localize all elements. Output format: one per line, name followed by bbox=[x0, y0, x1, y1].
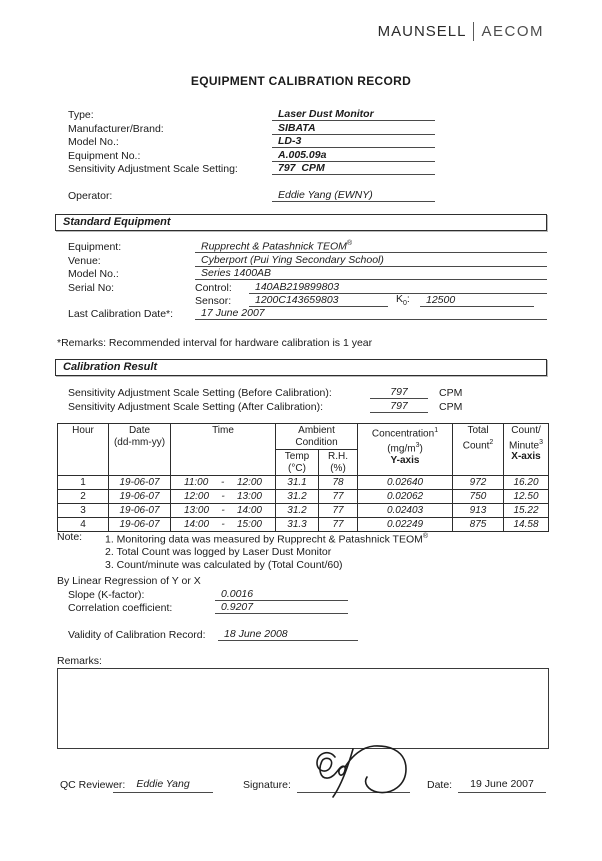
section-standard-equipment: Standard Equipment bbox=[55, 214, 547, 231]
cell-time: 14:00 - 15:00 bbox=[171, 518, 276, 532]
operator-row bbox=[68, 189, 547, 202]
slope-row bbox=[68, 588, 468, 601]
cell-temp: 31.3 bbox=[276, 518, 319, 532]
field-sensitivity-value: 797 CPM bbox=[272, 162, 435, 175]
std-model-row bbox=[68, 267, 547, 280]
slope-value: 0.0016 bbox=[215, 588, 348, 601]
std-serial-label: Serial No: bbox=[68, 281, 115, 294]
std-last-cal-row bbox=[68, 307, 547, 320]
col-header-hour: Hour bbox=[58, 424, 109, 476]
std-model-label: Model No.: bbox=[68, 268, 119, 281]
col-header-concentration: Concentration$^1$ $(mg/m^3)$ Y-axis bbox=[358, 424, 453, 476]
cell-hour: 2 bbox=[58, 490, 109, 504]
std-venue-row bbox=[68, 253, 547, 266]
field-manufacturer-value: SIBATA bbox=[272, 122, 435, 135]
field-manufacturer bbox=[68, 121, 547, 134]
operator-value: Eddie Yang (EWNY) bbox=[272, 189, 435, 202]
cell-count-minute: 16.20 bbox=[504, 476, 549, 490]
validity-value: 18 June 2008 bbox=[218, 628, 358, 641]
correlation-label: Correlation coefficient: bbox=[68, 602, 173, 615]
std-model-value: Series 1400AB bbox=[195, 267, 547, 280]
cell-count-minute: 14.58 bbox=[504, 518, 549, 532]
std-serial-sensor-row bbox=[68, 294, 547, 307]
col-header-temp: Temp (°C) bbox=[276, 450, 319, 476]
cell-rh: 77 bbox=[319, 490, 358, 504]
col-header-ambient: Ambient Condition bbox=[276, 424, 358, 450]
col-header-date: Date (dd-mm-yy) bbox=[109, 424, 171, 476]
cell-temp: 31.2 bbox=[276, 504, 319, 518]
std-sensor-label: Sensor: bbox=[195, 294, 232, 307]
field-sensitivity-label: Sensitivity Adjustment Scale Setting: bbox=[68, 162, 238, 175]
std-last-cal-value: 17 June 2007 bbox=[195, 307, 547, 320]
k0-label: $K_0$: bbox=[396, 292, 410, 307]
cell-time: 13:00 - 14:00 bbox=[171, 504, 276, 518]
std-equipment-row bbox=[68, 240, 547, 253]
cell-time: 11:00 - 12:00 bbox=[171, 476, 276, 490]
sens-after-value: 797 bbox=[370, 400, 428, 413]
standard-equipment-block bbox=[68, 240, 547, 320]
cell-concentration: 0.02249 bbox=[358, 518, 453, 532]
company-logo bbox=[378, 22, 544, 41]
note-line-1: 1. Monitoring data was measured by Rupprecht & Patashnick TEOM® bbox=[105, 533, 429, 546]
cell-hour: 4 bbox=[58, 518, 109, 532]
cell-rh: 78 bbox=[319, 476, 358, 490]
col-header-total-count: Total Count$^2$ bbox=[453, 424, 504, 476]
qc-reviewer-value: Eddie Yang bbox=[113, 778, 213, 793]
cell-temp: 31.1 bbox=[276, 476, 319, 490]
field-sensitivity bbox=[68, 162, 547, 175]
cell-time: 12:00 - 13:00 bbox=[171, 490, 276, 504]
page-title: EQUIPMENT CALIBRATION RECORD bbox=[190, 74, 412, 88]
field-type bbox=[68, 108, 547, 121]
col-header-count-minute: Count/ Minute$^3$ X-axis bbox=[504, 424, 549, 476]
regression-heading: By Linear Regression of Y or X bbox=[57, 575, 201, 587]
validity-label: Validity of Calibration Record: bbox=[68, 629, 206, 642]
cell-temp: 31.2 bbox=[276, 490, 319, 504]
device-info-block bbox=[68, 108, 547, 175]
std-venue-label: Venue: bbox=[68, 254, 101, 267]
signature-label: Signature: bbox=[243, 779, 291, 791]
sens-before-row bbox=[68, 386, 547, 399]
field-equipment-no bbox=[68, 148, 547, 161]
cell-date: 19-06-07 bbox=[109, 490, 171, 504]
sens-after-label: Sensitivity Adjustment Scale Setting (After Calibration): bbox=[68, 400, 324, 413]
section-calibration-result: Calibration Result bbox=[55, 359, 547, 376]
cell-concentration: 0.02640 bbox=[358, 476, 453, 490]
logo-maunsell: MAUNSELL bbox=[377, 23, 467, 40]
note-label: Note: bbox=[57, 531, 83, 543]
sensitivity-block bbox=[68, 386, 547, 413]
cell-total-count: 913 bbox=[453, 504, 504, 518]
table-row bbox=[58, 476, 549, 490]
field-equipment-no-value: A.005.09a bbox=[272, 149, 435, 162]
cell-hour: 3 bbox=[58, 504, 109, 518]
cell-date: 19-06-07 bbox=[109, 518, 171, 532]
cell-count-minute: 15.22 bbox=[504, 504, 549, 518]
date-label: Date: bbox=[427, 779, 453, 791]
remarks-label: Remarks: bbox=[57, 655, 102, 667]
cell-hour: 1 bbox=[58, 476, 109, 490]
hardware-cal-remark: *Remarks: Recommended interval for hardware calibration is 1 year bbox=[57, 337, 373, 349]
field-type-label: Type: bbox=[68, 109, 94, 122]
table-row bbox=[58, 504, 549, 518]
table-row bbox=[58, 518, 549, 532]
cell-date: 19-06-07 bbox=[109, 476, 171, 490]
cell-rh: 77 bbox=[319, 518, 358, 532]
note-lines bbox=[105, 531, 428, 572]
field-model-value: LD-3 bbox=[272, 135, 435, 148]
cell-concentration: 0.02062 bbox=[358, 490, 453, 504]
std-control-value: 140AB219899803 bbox=[249, 281, 547, 294]
field-manufacturer-label: Manufacturer/Brand: bbox=[68, 122, 164, 135]
validity-row bbox=[68, 628, 468, 641]
cell-concentration: 0.02403 bbox=[358, 504, 453, 518]
correlation-row bbox=[68, 601, 468, 614]
sens-after-unit: CPM bbox=[439, 400, 463, 413]
sens-before-value: 797 bbox=[370, 386, 428, 399]
cell-total-count: 972 bbox=[453, 476, 504, 490]
cell-total-count: 750 bbox=[453, 490, 504, 504]
qc-reviewer-label: QC Reviewer: bbox=[60, 779, 126, 791]
table-row bbox=[58, 490, 549, 504]
remarks-box bbox=[57, 668, 549, 749]
signature-handwriting bbox=[300, 740, 420, 802]
logo-divider bbox=[473, 22, 474, 41]
cell-total-count: 875 bbox=[453, 518, 504, 532]
sens-after-row bbox=[68, 399, 547, 412]
cell-date: 19-06-07 bbox=[109, 504, 171, 518]
slope-label: Slope (K-factor): bbox=[68, 589, 145, 602]
registered-mark: ® bbox=[346, 239, 353, 247]
std-control-label: Control: bbox=[195, 281, 232, 294]
correlation-value: 0.9207 bbox=[215, 601, 348, 614]
std-sensor-value: 1200C143659803 bbox=[249, 294, 388, 307]
calibration-data-table bbox=[57, 423, 549, 532]
note-line-3: 3. Count/minute was calculated by (Total Count/60) bbox=[105, 559, 343, 572]
operator-label: Operator: bbox=[68, 190, 113, 203]
std-serial-control-row bbox=[68, 280, 547, 293]
field-model-label: Model No.: bbox=[68, 136, 119, 149]
field-equipment-no-label: Equipment No.: bbox=[68, 149, 141, 162]
notes-block bbox=[57, 531, 428, 572]
sens-before-label: Sensitivity Adjustment Scale Setting (Before Calibration): bbox=[68, 387, 332, 400]
col-header-rh: R.H. (%) bbox=[319, 450, 358, 476]
std-venue-value: Cyberport (Pui Ying Secondary School) bbox=[195, 254, 547, 267]
note-line-2: 2. Total Count was logged by Laser Dust Monitor bbox=[105, 546, 332, 559]
date-value: 19 June 2007 bbox=[458, 778, 546, 793]
cell-rh: 77 bbox=[319, 504, 358, 518]
field-model bbox=[68, 135, 547, 148]
std-equipment-value: Rupprecht & Patashnick TEOM® bbox=[195, 240, 547, 254]
cell-count-minute: 12.50 bbox=[504, 490, 549, 504]
std-equipment-label: Equipment: bbox=[68, 241, 122, 254]
col-header-time: Time bbox=[171, 424, 276, 476]
sens-before-unit: CPM bbox=[439, 387, 463, 400]
std-last-cal-label: Last Calibration Date*: bbox=[68, 308, 174, 321]
logo-aecom: AECOM bbox=[481, 23, 544, 40]
field-type-value: Laser Dust Monitor bbox=[272, 108, 435, 121]
k0-value: 12500 bbox=[420, 294, 534, 307]
